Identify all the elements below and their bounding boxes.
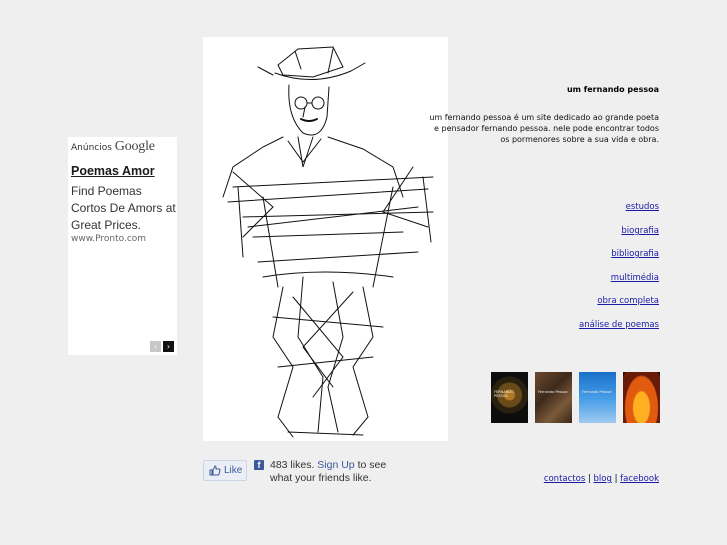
facebook-like-text — [270, 459, 405, 484]
facebook-signup-link[interactable]: Sign Up — [317, 459, 355, 471]
site-title: um fernando pessoa — [566, 85, 659, 94]
book-thumb-3-label: Fernando Pessoa — [582, 390, 612, 394]
footer-links — [544, 474, 659, 484]
facebook-like-widget — [203, 459, 403, 489]
ad-description[interactable]: Find Poemas Cortos De Amors at Great Prices. — [71, 184, 176, 232]
book-thumb-3[interactable] — [579, 372, 616, 423]
book-thumb-2[interactable] — [535, 372, 572, 423]
ad-url[interactable]: www.Pronto.com — [71, 234, 147, 244]
site-intro: um fernando pessoa é um site dedicado ao grande poeta e pensador fernando pessoa. nele pode encontrar todos os pormenores sobre a sua vida e obra. — [429, 113, 659, 144]
nav-link-obra-completa[interactable]: obra completa — [597, 296, 659, 306]
nav-link-biografia[interactable]: biografia — [621, 226, 659, 236]
google-logo: Google — [114, 139, 155, 154]
like-label: Like — [224, 465, 243, 476]
likes-count: 483 likes. — [270, 459, 315, 471]
ad-title-link[interactable]: Poemas Amor — [71, 164, 155, 178]
pessoa-portrait — [203, 37, 448, 441]
ad-prev-button[interactable]: ‹ — [150, 341, 161, 352]
ad-header — [71, 139, 155, 155]
footer-separator: | — [614, 474, 618, 484]
ad-next-button[interactable]: › — [163, 341, 174, 352]
nav-link-analise-de-poemas[interactable]: análise de poemas — [579, 320, 659, 330]
book-thumb-1[interactable] — [491, 372, 528, 423]
ad-box[interactable] — [68, 137, 177, 355]
footer-link-blog[interactable]: blog — [593, 474, 612, 484]
footer-link-contactos[interactable]: contactos — [543, 474, 586, 484]
thumbs-up-icon — [209, 465, 221, 476]
facebook-f-icon: f — [254, 460, 264, 470]
facebook-like-after: to see what your friends like. — [270, 459, 387, 484]
nav-link-estudos[interactable]: estudos — [625, 202, 659, 212]
footer-link-facebook[interactable]: facebook — [620, 474, 659, 484]
nav-link-multimedia[interactable]: multimédia — [610, 273, 659, 283]
ad-header-prefix: Anúncios — [71, 143, 112, 153]
pessoa-sketch-image — [203, 37, 448, 441]
book-thumb-1-label: FERNANDO PESSOA — [494, 390, 514, 398]
book-thumb-2-label: Fernando Pessoa — [538, 390, 568, 394]
footer-separator: | — [587, 474, 591, 484]
book-thumb-4[interactable] — [623, 372, 660, 423]
facebook-like-button[interactable] — [203, 460, 247, 481]
nav-link-bibliografia[interactable]: bibliografia — [611, 249, 659, 259]
